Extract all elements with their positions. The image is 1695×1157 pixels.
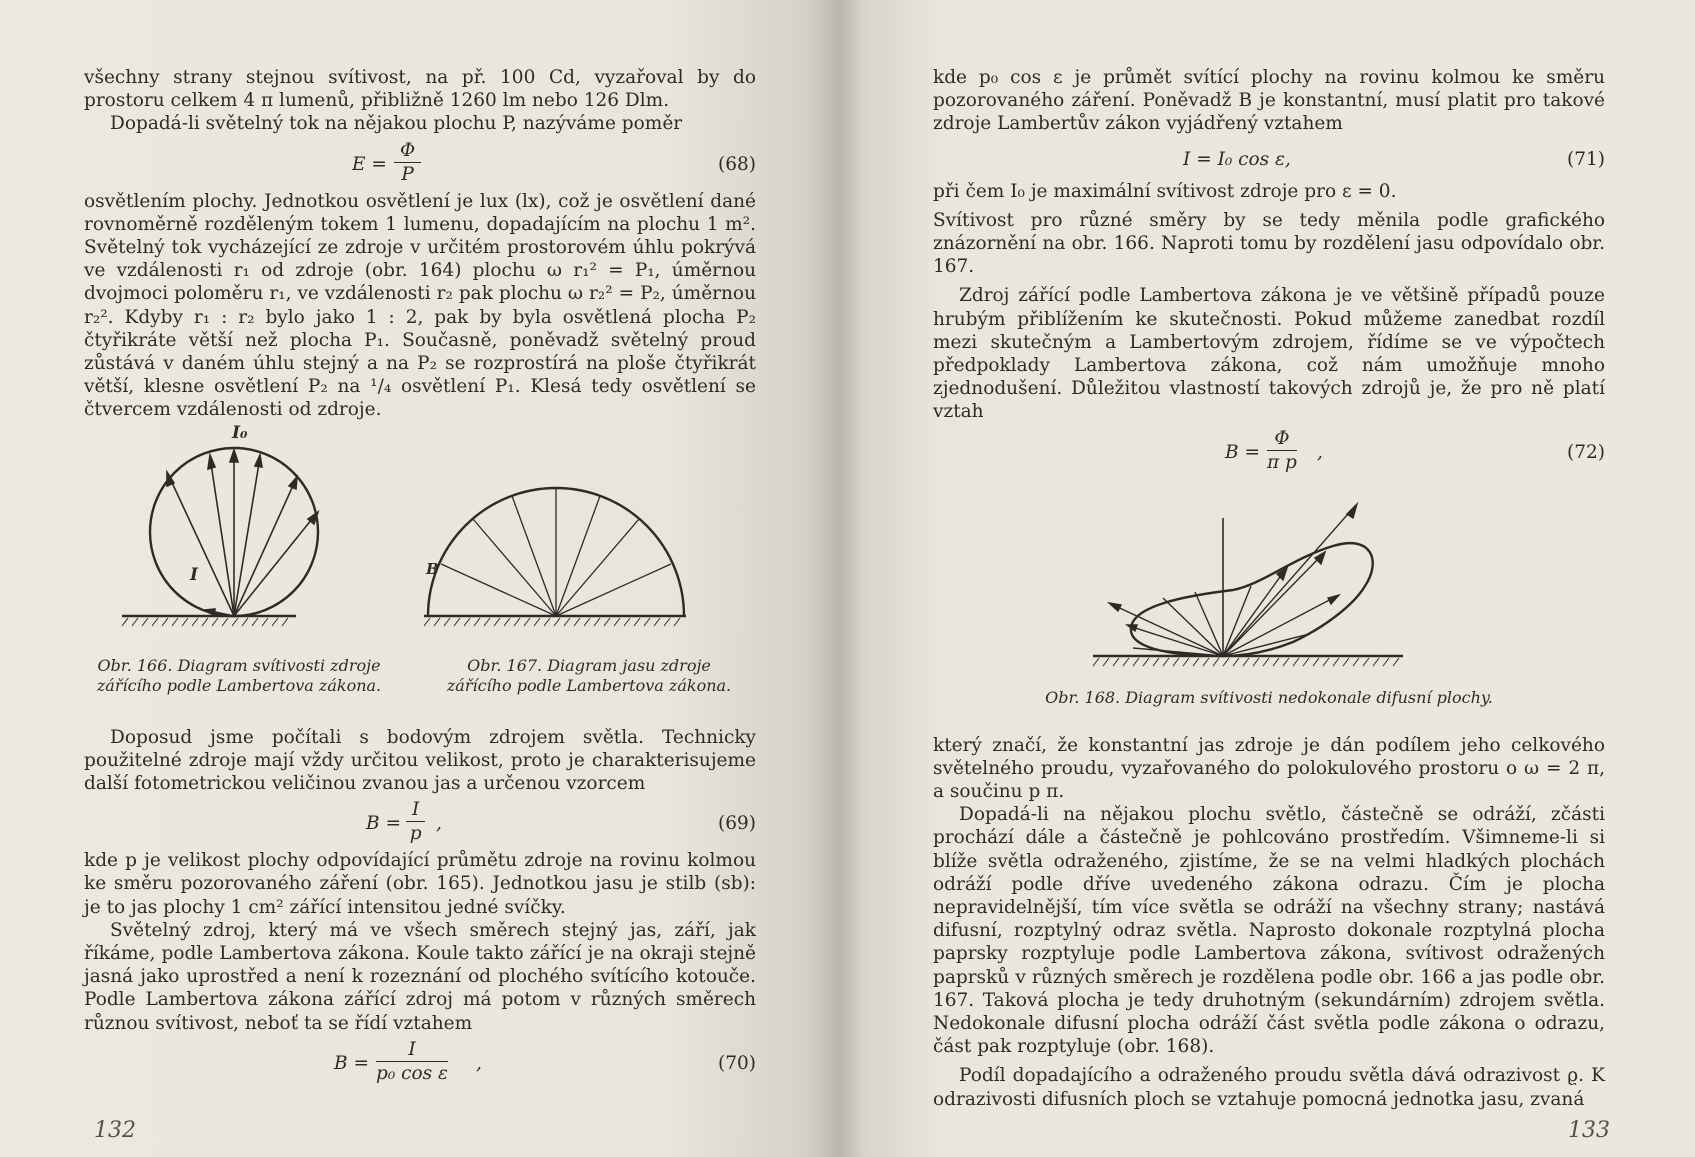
- eq69-fraction: [406, 799, 425, 846]
- equation-68: [84, 136, 756, 190]
- eq68-denominator: P: [401, 163, 414, 185]
- left-paragraph-3: osvětlením plochy. Jednotkou osvětlení je lux (lx), což je osvětlení dané rovnoměrně rozděleným tokem 1 lumenu, dopadajícím na plochu 1 m². Světelný tok vycházející ze zdroje v určitém prostorovém úhlu pokrývá ve vzdálenosti r₁ od zdroje (obr. 164) plochu ω r₁² = P₁, úměrnou dvojmoci poloměru r₁, ve vzdálenosti r₂ pak plochu ω r₂² = P₂, úměrnou r₂². Kdyby r₁ : r₂ bylo jako 1 : 2, pak by byla osvětlená plocha P₂ čtyřikráte větší než plocha P₁. Současně, poněvadž světelný proud zůstává v daném úhlu stejný a na P₂ se rozprostírá na ploše čtyřikrát větší, klesne osvětlení P₂ na ¹/₄ osvětlení P₁. Klesá tedy osvětlení se čtvercem vzdálenosti od zdroje.: [84, 190, 756, 421]
- figure-168-diagram: [1093, 504, 1403, 666]
- equation-70: [84, 1035, 756, 1089]
- eq71-expression: I = I₀ cos ε,: [1183, 148, 1291, 170]
- eq69-numerator: I: [406, 799, 425, 822]
- eq72-number: (72): [1567, 441, 1605, 463]
- equation-71: [933, 136, 1605, 180]
- left-paragraph-5: kde p je velikost plochy odpovídající průmětu zdroje na rovinu kolmou ke směru pozorovaného záření (obr. 165). Jednotkou jasu je stilb (sb): je to jas plochy 1 cm² zářící intensitou jedné svíčky.: [84, 850, 756, 918]
- eq70-number: (70): [718, 1052, 756, 1074]
- eq72-comma: ,: [1317, 441, 1323, 463]
- figure-166-diagram: [122, 423, 318, 626]
- eq70-comma: ,: [476, 1052, 482, 1074]
- eq69-denominator: p: [409, 823, 422, 845]
- caption-fig-166: Obr. 166. Diagram svítivosti zdroje zářícího podle Lambertova zákona.: [96, 655, 382, 695]
- left-paragraph-6: Světelný zdroj, který má ve všech směrech stejný jas, září, jak říkáme, podle Lambertova zákona. Koule takto zářící je na okraji stejně jasná jako uprostřed a není k rozeznání od plochého svítícího kotouče. Podle Lambertova zákona zářící zdroj má potom v různých směrech různou svítivost, neboť ta se řídí vztahem: [84, 919, 756, 1034]
- figures-166-167: [84, 422, 756, 656]
- right-paragraph-7: Podíl dopadajícího a odraženého proudu světla dává odrazivost ϱ. K odrazivosti difusních ploch se vztahuje pomocná jednotka jasu, zvaná: [933, 1065, 1605, 1110]
- eq72-lhs: B =: [1225, 441, 1260, 463]
- eq72-fraction: [1267, 428, 1297, 475]
- left-paragraph-2: Dopadá-li světelný tok na nějakou plochu P, nazýváme poměr: [110, 113, 683, 135]
- captions-166-167: [84, 656, 756, 726]
- caption-fig-168: Obr. 168. Diagram svítivosti nedokonale difusní plochy.: [1045, 687, 1493, 707]
- left-paragraph-1: všechny strany stejnou svítivost, na př. 100 Cd, vyzařoval by do prostoru celkem 4 π lumenů, přibližně 1260 lm nebo 126 Dlm.: [84, 67, 756, 112]
- eq69-comma: ,: [436, 813, 442, 835]
- right-page: [838, 0, 1695, 1157]
- fig166-top-label: I₀: [232, 422, 248, 443]
- caption-fig-167: Obr. 167. Diagram jasu zdroje zářícího podle Lambertova zákona.: [446, 655, 732, 695]
- right-paragraph-4: Zdroj zářící podle Lambertova zákona je ve většině případů pouze hrubým přiblížením ke skutečnosti. Pokud můžeme zanedbat rozdíl mezi skutečným a Lambertovým zdrojem, řídíme se ve výpočtech předpoklady Lambertova zákona, což nám umožňuje mnoho zjednodušení. Důležitou vlastností takových zdrojů je, že pro ně platí vztah: [933, 285, 1605, 423]
- right-paragraph-2: při čem I₀ je maximální svítivost zdroje pro ε = 0.: [933, 180, 1397, 202]
- eq70-fraction: [376, 1039, 448, 1086]
- eq69-number: (69): [718, 813, 756, 835]
- eq68-numerator: Φ: [394, 140, 421, 163]
- eq69-lhs: B =: [366, 813, 401, 835]
- left-page-number: 132: [94, 1118, 136, 1143]
- right-paragraph-3: Svítivost pro různé směry by se tedy měnila podle grafického znázornění na obr. 166. Naproti tomu by rozdělení jasu odpovídalo obr. 167.: [933, 209, 1605, 278]
- right-paragraph-1: kde p₀ cos ε je průmět svítící plochy na rovinu kolmou ke směru pozorovaného záření. Poněvadž B je konstantní, musí platit pro takové zdroje Lambertův zákon vyjádřený vztahem: [933, 67, 1605, 135]
- left-paragraph-4: Doposud jsme počítali s bodovým zdrojem světla. Technicky použitelné zdroje mají vždy určitou velikost, proto je charakterisujeme další fotometrickou veličinou zvanou jas a určenou vzorcem: [84, 726, 756, 795]
- eq71-number: (71): [1567, 148, 1605, 170]
- fig167-side-label: B: [426, 559, 439, 578]
- eq72-denominator: π p: [1267, 451, 1297, 473]
- fig166-side-label: I: [190, 564, 198, 585]
- eq68-fraction: [394, 140, 421, 187]
- eq72-numerator: Φ: [1267, 428, 1297, 451]
- right-paragraph-5: který značí, že konstantní jas zdroje je dán podílem jeho celkového světelného proudu, vyzařovaného do polokulového prostoru o ω = 2 π, a součinu p π.: [933, 734, 1605, 803]
- eq70-denominator: p₀ cos ε: [376, 1062, 448, 1084]
- figure-168-svg: [933, 478, 1605, 688]
- eq70-numerator: I: [376, 1039, 448, 1062]
- left-column: [84, 66, 756, 1089]
- caption-168-wrap: [933, 688, 1605, 734]
- figures-166-167-svg: [84, 422, 756, 656]
- right-column: [933, 66, 1605, 1111]
- figure-167-diagram: [424, 488, 686, 626]
- eq70-lhs: B =: [334, 1052, 369, 1074]
- figure-168: [933, 478, 1605, 688]
- equation-69: [84, 795, 756, 849]
- eq68-number: (68): [718, 153, 756, 175]
- left-page: [0, 0, 838, 1157]
- right-page-number: 133: [1568, 1118, 1610, 1143]
- right-paragraph-6: Dopadá-li na nějakou plochu světlo, částečně se odráží, zčásti prochází dále a částečně je pohlcováno prostředím. Všimneme-li si blíže světla odraženého, zjistíme, že se na velmi hladkých plochách odráží podle dříve uvedeného zákona odrazu. Čím je plocha nepravidelnější, tím více světla se odráží na všechny strany; nastává difusní, rozptylný odraz světla. Naprosto dokonale rozptylná plocha paprsky rozptyluje podle Lambertova zákona, svítivost odražených paprsků v různých směrech je rozdělena podle obr. 166 a jas podle obr. 167. Taková plocha je tedy druhotným (sekundárním) zdrojem světla. Nedokonale difusní plocha odráží část světla podle zákona o odrazu, část pak rozptyluje (obr. 168).: [933, 804, 1605, 1058]
- equation-72: [933, 424, 1605, 478]
- eq68-lhs: E =: [352, 153, 387, 175]
